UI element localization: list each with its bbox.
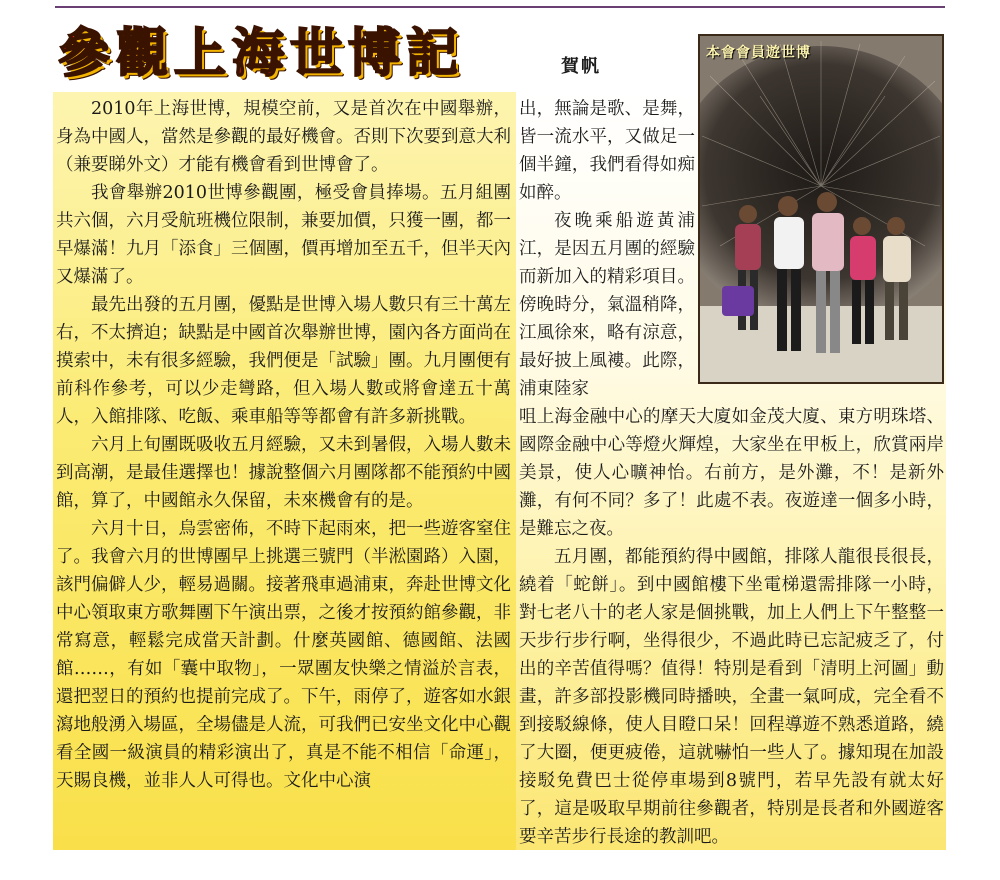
photo-illustration (700, 36, 942, 382)
right-column-bottom-text (519, 403, 944, 851)
paragraph: 最先出發的五月團，優點是世博入場人數只有三十萬左右，不太擠迫；缺點是中國首次舉辦世博，園內各方面尚在摸索中，未有很多經驗，我們便是「試驗」團。九月團便有前科作參考，可以少走彎路，但入場人數或將會達五十萬人，入館排隊、吃飯、乘車船等等都會有許多新挑戰。 (56, 295, 511, 427)
paragraph: 六月上旬團既吸收五月經驗，又未到暑假，入場人數未到高潮，是最佳選擇也！據說整個六月團隊都不能預約中國館，算了，中國館永久保留，未來機會有的是。 (56, 435, 511, 511)
paragraph: 2010年上海世博，規模空前，又是首次在中國舉辦，身為中國人，當然是參觀的最好機會。否則下次要到意大利（兼要睇外文）才能有機會看到世博會了。 (56, 99, 511, 175)
article-title: 參觀上海世博記 (58, 24, 465, 84)
paragraph: 我會舉辦2010世博參觀團，極受會員捧場。五月組團共六個，六月受航班機位限制，兼要加價，只獲一團，都一早爆滿！九月「添食」三個團，價再增加至五千，但半天內又爆滿了。 (56, 183, 511, 287)
photo-caption: 本會會員遊世博 (706, 45, 811, 61)
paragraph: 五月團，都能預約得中國館，排隊人龍很長很長，繞着「蛇餅」。到中國館樓下坐電梯還需排隊一小時，對七老八十的老人家是個挑戰，加上人們上下午整整一天步行步行啊，坐得很少，不過此時已忘記疲乏了，付出的辛苦值得嗎？值得！特別是看到「清明上河圖」動畫，許多部投影機同時播映，全畫一氣呵成，完全看不到接駁線條，使人目瞪口呆！回程導遊不熟悉道路，繞了大圈，便更疲倦，這就嚇怕一些人了。據知現在加設接駁免費巴士從停車場到8號門，若早先設有就太好了，這是吸取早期前往參觀者，特別是長者和外國遊客要辛苦步行長途的教訓吧。 (519, 547, 944, 847)
top-rule (55, 6, 945, 8)
paragraph: 出，無論是歌、是舞，皆一流水平，又做足一個半鐘，我們看得如痴如醉。 (519, 99, 695, 203)
author-name: 賀帆 (561, 56, 601, 77)
paragraph: 六月十日，烏雲密佈，不時下起雨來，把一些遊客窒住了。我會六月的世博團早上挑選三號門（半淞園路）入園，該門偏僻人少，輕易過關。接著飛車過浦東，奔赴世博文化中心領取東方歌舞團下午演出票，之後才按預約館參觀，非常寫意，輕鬆完成當天計劃。什麼英國館、德國館、法國館……，有如「囊中取物」，一眾團友快樂之情溢於言表，還把翌日的預約也提前完成了。下午，雨停了，遊客如水銀瀉地般湧入場區，全場儘是人流，可我們已安坐文化中心觀看全國一級演員的精彩演出了，真是不能不相信「命運」，天賜良機，並非人人可得也。文化中心演 (56, 519, 511, 791)
left-column-text (56, 95, 511, 795)
group-photo (698, 34, 944, 384)
paragraph: 夜晚乘船遊黃浦江，是因五月團的經驗而新加入的精彩項目。傍晚時分，氣溫稍降，江風徐來，略有涼意，最好披上風褸。此際，浦東陸家 (519, 211, 695, 399)
paragraph: 咀上海金融中心的摩天大廈如金茂大廈、東方明珠塔、國際金融中心等燈火輝煌，大家坐在甲板上，欣賞兩岸美景，使人心曠神怡。右前方，是外灘，不！是新外灘，有何不同？多了！此處不表。夜遊達一個多小時，是難忘之夜。 (519, 407, 944, 539)
right-column-top-text (519, 95, 695, 403)
